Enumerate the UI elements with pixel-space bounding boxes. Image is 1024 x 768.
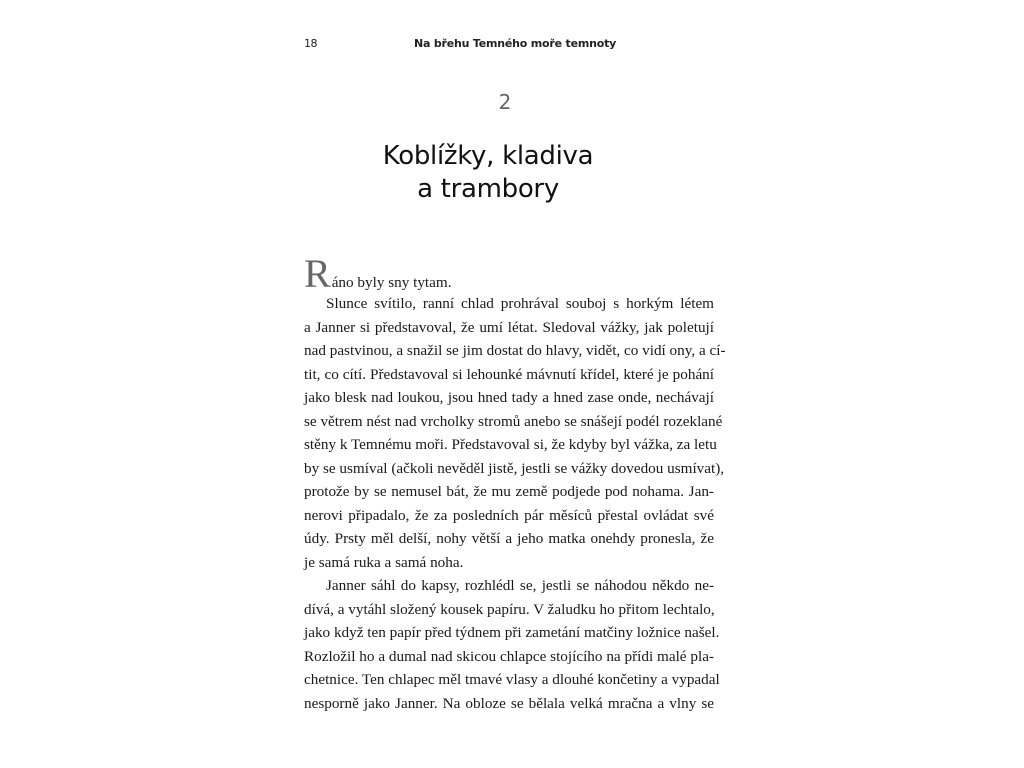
text-line: údy. Prsty měl delší, nohy větší a jeho matka onehdy pronesla, že	[304, 530, 714, 547]
text-line: by se usmíval (ačkoli nevěděl jistě, jestli se vážky dovedou usmívat),	[304, 459, 725, 477]
page-number: 18	[304, 37, 317, 50]
chapter-title-line-1: Koblížky, kladiva	[382, 141, 594, 171]
text-line: chetnice. Ten chlapec měl tmavé vlasy a dlouhé končetiny a vypadal	[304, 671, 720, 688]
chapter-title	[0, 140, 976, 206]
text-line: se větrem nést nad vrcholky stromů anebo se snášejí podél rozeklané	[304, 412, 723, 430]
text-line: stěny k Temnému moři. Představoval si, že kdyby byl vážka, za letu	[304, 436, 717, 453]
first-line-text: áno byly sny tytam.	[331, 274, 452, 291]
text-line: jako blesk nad loukou, jsou hned tady a hned zase onde, nechávají	[304, 389, 714, 406]
text-line: a Janner si představoval, že umí létat. Sledoval vážky, jak poletují	[304, 318, 714, 336]
text-line: Slunce svítilo, ranní chlad prohrával souboj s horkým létem	[326, 295, 714, 312]
text-line: je samá ruka a samá noha.	[304, 553, 464, 571]
text-line: nerovi připadalo, že za posledních pár měsíců přestal ovládat své	[304, 506, 714, 524]
drop-cap: R	[304, 251, 331, 296]
running-head	[304, 37, 712, 53]
text-line: jako když ten papír před týdnem při zametání matčiny ložnice našel.	[304, 624, 720, 641]
text-line: protože by se nemusel bát, že mu země podjede pod nohama. Jan-	[304, 483, 714, 500]
text-line: nad pastvinou, a snažil se jim dostat do hlavy, vidět, co vidí ony, a cí-	[304, 342, 726, 359]
chapter-title-line-2: a trambory	[417, 174, 559, 204]
text-line: Rozložil ho a dumal nad skicou chlapce stojícího na přídi malé pla-	[304, 647, 714, 665]
body-text	[304, 251, 726, 715]
first-line	[304, 251, 714, 296]
chapter-number: 2	[498, 90, 512, 114]
text-line: nesporně jako Janner. Na obloze se bělala velká mračna a vlny se	[304, 694, 714, 712]
running-title: Na břehu Temného moře temnoty	[414, 37, 617, 50]
text-line: Janner sáhl do kapsy, rozhlédl se, jestli se náhodou někdo ne-	[326, 577, 714, 594]
text-line: tit, co cítí. Představoval si lehounké mávnutí křídel, které je pohání	[304, 365, 714, 383]
text-line: dívá, a vytáhl složený kousek papíru. V žaludku ho přitom lechtalo,	[304, 600, 715, 618]
